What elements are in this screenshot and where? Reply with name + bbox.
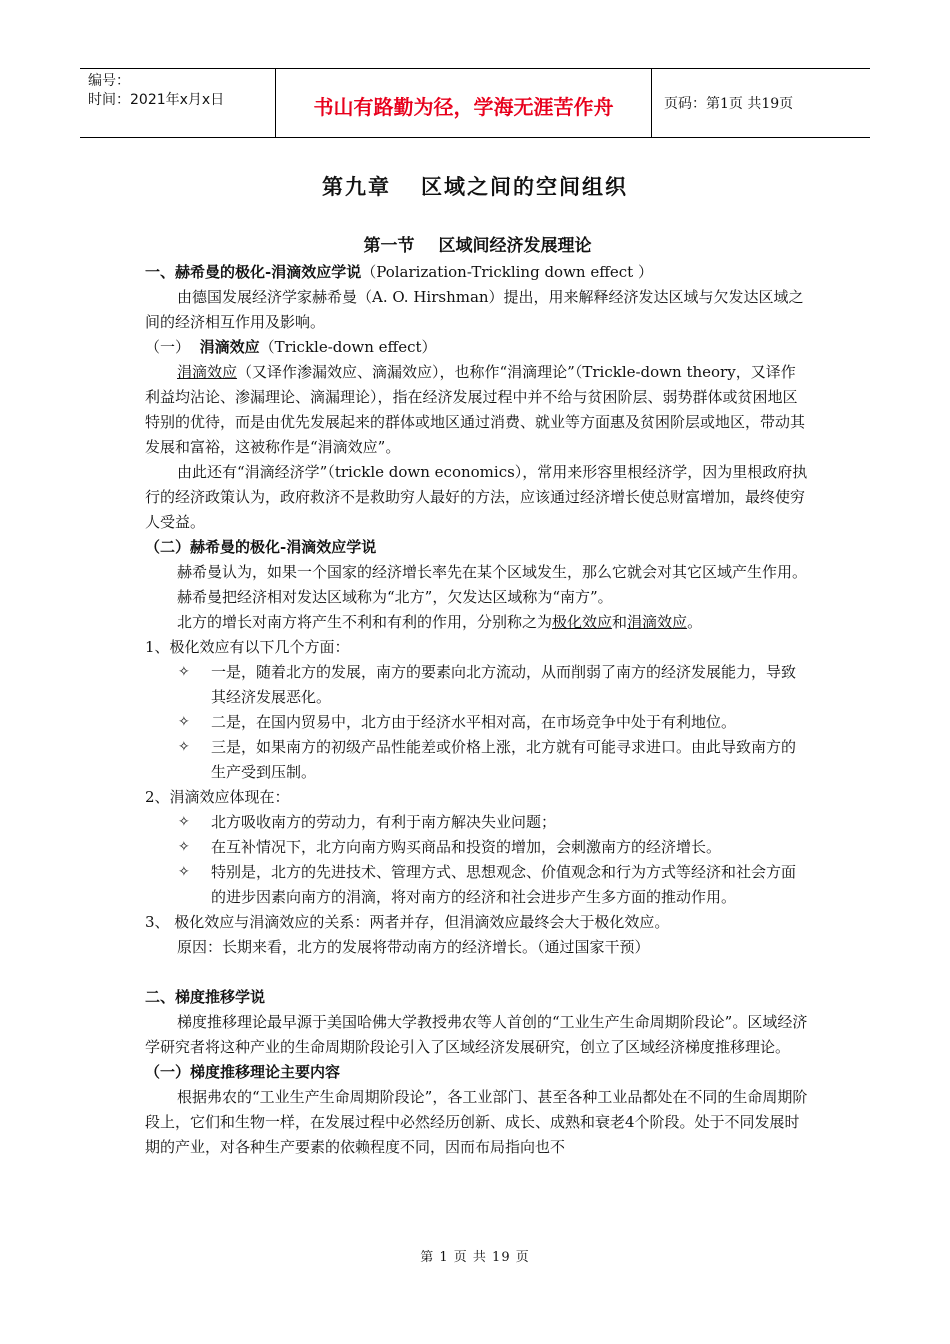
document-header	[80, 68, 870, 138]
list-heading: 1、极化效应有以下几个方面：	[145, 638, 350, 656]
section-label: 第一节	[363, 236, 415, 256]
heading-1-english: （Polarization-Trickling down effect ）	[361, 263, 653, 281]
bullet-icon: ✧	[178, 664, 190, 680]
paragraph-text: 。	[687, 613, 703, 631]
section-name: 区域间经济发展理论	[438, 236, 592, 256]
header-meta	[80, 69, 276, 137]
paragraph: 赫希曼把经济相对发达区域称为“北方”，欠发达区域称为“南方”。	[177, 588, 613, 606]
subheading-3: （一）梯度推移理论主要内容	[145, 1063, 341, 1081]
document-body	[145, 232, 810, 1160]
chapter-name: 区域之间的空间组织	[421, 174, 628, 199]
paragraph	[145, 360, 810, 460]
bullet-icon: ✧	[178, 714, 190, 730]
subheading-1	[145, 335, 810, 360]
header-date: 时间：2021年x月x日	[88, 92, 225, 108]
paragraph	[145, 610, 810, 635]
list-item	[145, 660, 810, 710]
spacer	[145, 960, 810, 985]
paragraph: 3、 极化效应与涓滴效应的关系：两者并存，但涓滴效应最终会大于极化效应。	[145, 913, 670, 931]
paragraph: 由此还有“涓滴经济学”（trickle down economics），常用来形容里根经济学，因为里根政府执行的经济政策认为，政府救济不是救助穷人最好的方法，应该通过经济增长使总财富增加，最终使穷人受益。	[145, 463, 808, 531]
list-item-text: 三是，如果南方的初级产品性能差或价格上涨，北方就有可能寻求进口。由此导致南方的生产受到压制。	[211, 738, 797, 781]
heading-2: 二、梯度推移学说	[145, 988, 266, 1006]
paragraph: 梯度推移理论最早源于美国哈佛大学教授弗农等人首创的“工业生产生命周期阶段论”。区域经济学研究者将这种产业的生命周期阶段论引入了区域经济发展研究，创立了区域经济梯度推移理论。	[145, 1013, 808, 1056]
heading-1-text: 一、赫希曼的极化-涓滴效应学说	[145, 263, 362, 281]
subheading-2: （二）赫希曼的极化-涓滴效应学说	[145, 538, 377, 556]
header-page-info: 页码：第1页 共19页	[664, 96, 794, 112]
paragraph-text: 和	[612, 613, 628, 631]
list-item	[145, 810, 810, 835]
list-item	[145, 735, 810, 785]
bullet-icon: ✧	[178, 864, 190, 880]
underlined-term: 涓滴效应	[627, 613, 688, 631]
paragraph: 由德国发展经济学家赫希曼（A. O. Hirshman）提出，用来解释经济发达区域与欠发达区域之间的经济相互作用及影响。	[145, 288, 804, 331]
subheading-english: （Trickle-down effect）	[259, 338, 437, 356]
header-number: 编号：	[88, 73, 130, 89]
paragraph-text: （又译作渗漏效应、滴漏效应），也称作“涓滴理论”（Trickle-down theory，又译作利益均沾论、渗漏理论、滴漏理论），指在经济发展过程中并不给与贫困阶层、弱势群体或贫困地区特别的优待，而是由优先发展起来的群体或地区通过消费、就业等方面惠及贫困阶层或地区，带动其发展和富裕，这被称作是“涓滴效应”。	[145, 363, 806, 456]
paragraph: 赫希曼认为，如果一个国家的经济增长率先在某个区域发生，那么它就会对其它区域产生作用。	[177, 563, 808, 581]
list-item-text: 在互补情况下，北方向南方购买商品和投资的增加，会刺激南方的经济增长。	[211, 838, 722, 856]
list-item	[145, 710, 810, 735]
paragraph-text: 北方的增长对南方将产生不利和有利的作用，分别称之为	[177, 613, 553, 631]
list-item-text: 二是，在国内贸易中，北方由于经济水平相对高，在市场竞争中处于有利地位。	[211, 713, 737, 731]
subheading-text: 涓滴效应	[199, 338, 260, 356]
chapter-title	[0, 171, 950, 201]
list-item	[145, 835, 810, 860]
list-heading: 2、涓滴效应体现在：	[145, 788, 290, 806]
list-item	[145, 860, 810, 910]
underlined-term: 涓滴效应	[177, 363, 238, 381]
bullet-icon: ✧	[178, 739, 190, 755]
page-footer: 第 1 页 共 19 页	[420, 1250, 530, 1265]
list-item-text: 北方吸收南方的劳动力，有利于南方解决失业问题；	[211, 813, 557, 831]
list-item-text: 一是，随着北方的发展，南方的要素向北方流动，从而削弱了南方的经济发展能力，导致其经济发展恶化。	[211, 663, 797, 706]
section-title	[145, 232, 810, 260]
paragraph: 根据弗农的“工业生产生命周期阶段论”，各工业部门、甚至各种工业品都处在不同的生命周期阶段上，它们和生物一样，在发展过程中必然经历创新、成长、成熟和衰老4个阶段。处于不同发展时期的产业，对各种生产要素的依赖程度不同，因而布局指向也不	[145, 1088, 808, 1156]
bullet-icon: ✧	[178, 839, 190, 855]
header-motto: 书山有路勤为径，学海无涯苦作舟	[276, 69, 652, 137]
underlined-term: 极化效应	[552, 613, 613, 631]
bullet-icon: ✧	[178, 814, 190, 830]
heading-1	[145, 260, 810, 285]
list-item-text: 特别是，北方的先进技术、管理方式、思想观念、价值观念和行为方式等经济和社会方面的进步因素向南方的涓滴，将对南方的经济和社会进步产生多方面的推动作用。	[211, 863, 797, 906]
chapter-label: 第九章	[322, 174, 391, 199]
subheading-number: （一）	[145, 338, 191, 356]
paragraph: 原因：长期来看，北方的发展将带动南方的经济增长。（通过国家干预）	[177, 938, 650, 956]
